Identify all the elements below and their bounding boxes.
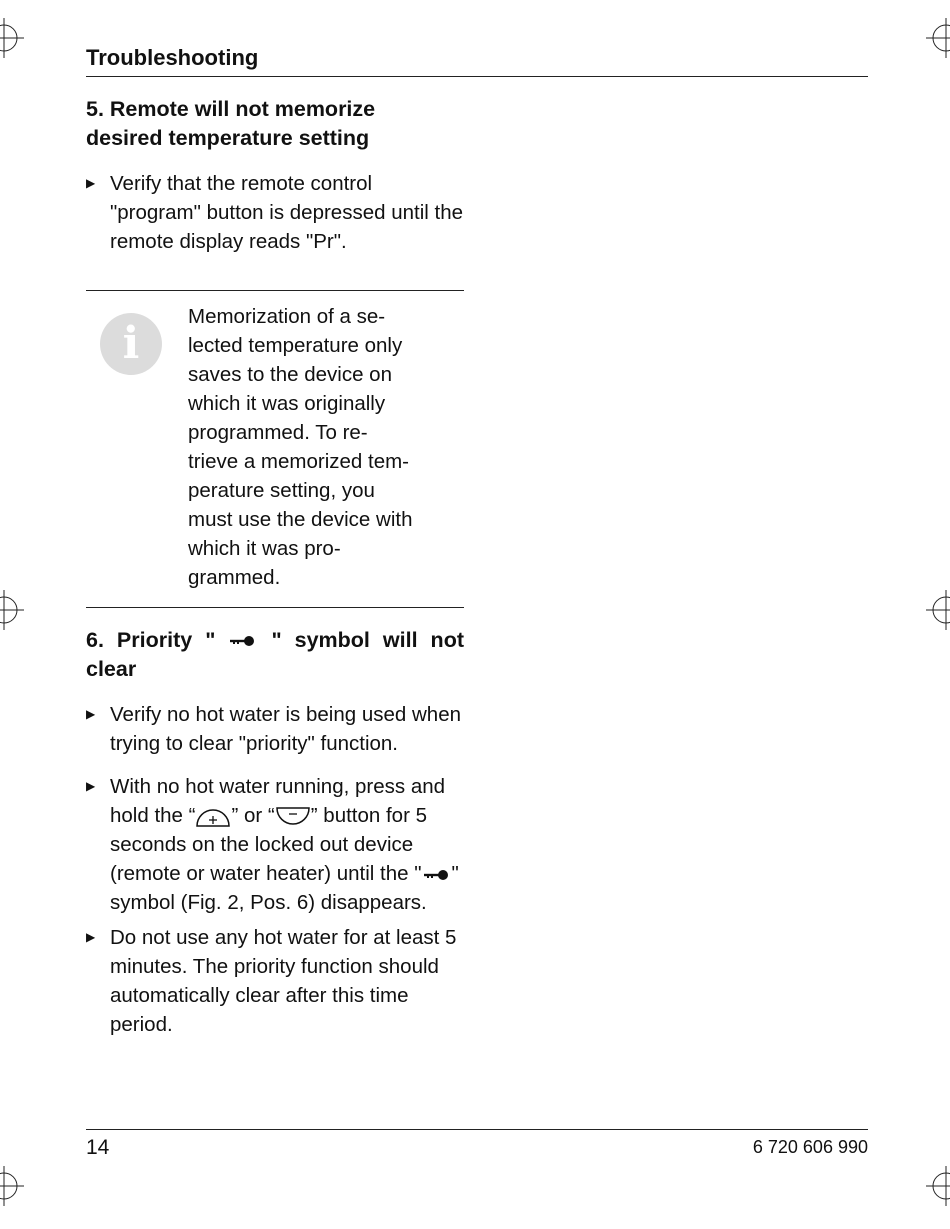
page-number: 14 — [86, 1136, 110, 1159]
key-icon — [228, 634, 258, 648]
page-title: Troubleshooting — [86, 45, 259, 70]
list-item-text-part: ” button for 5 seconds on the locked out device (remote or water heater) until the " — [110, 804, 427, 885]
registration-mark-mid-right — [926, 590, 950, 630]
page-header — [86, 44, 868, 77]
list-item-text: Verify no hot water is being used when trying to clear "priority" function. — [110, 703, 461, 755]
list-item-text — [110, 775, 459, 914]
bullet-arrow-icon: ▶ — [86, 176, 96, 190]
section-5 — [86, 95, 464, 256]
info-note — [86, 290, 464, 608]
key-icon — [422, 868, 452, 882]
minus-button-icon — [275, 806, 311, 828]
registration-mark-mid-left — [0, 590, 24, 630]
registration-mark-bottom-right — [926, 1166, 950, 1206]
list-item — [86, 923, 464, 1039]
list-item — [86, 700, 464, 758]
section-6-heading-end: " symbol will not clear — [86, 628, 464, 681]
bullet-arrow-icon: ▶ — [86, 779, 96, 793]
registration-mark-top-right — [926, 18, 950, 58]
section-6 — [86, 626, 464, 1039]
section-6-heading — [86, 626, 464, 684]
section-6-heading-start: 6. Priority " — [86, 628, 216, 652]
list-item-text-part: " symbol (Fig. 2, Pos. 6) disappears. — [110, 862, 459, 914]
list-item-text-part: With no hot water running, press and hold the “ — [110, 775, 446, 827]
list-item-text-part: ” or “ — [231, 804, 275, 827]
list-item — [86, 169, 464, 256]
document-number: 6 720 606 990 — [752, 1137, 868, 1157]
plus-button-icon — [195, 806, 231, 828]
list-item — [86, 772, 464, 917]
bullet-arrow-icon: ▶ — [86, 707, 96, 721]
list-item-text: Do not use any hot water for at least 5 minutes. The priority function should automatically clear after this time period. — [110, 926, 457, 1036]
info-icon: i — [100, 313, 162, 375]
page-footer — [86, 1129, 868, 1159]
info-note-text: Memorization of a se- lected temperature only saves to the device on which it was originally programmed. To re- trieve a memorized tem- perature setting, you must use the device with which it was pro- grammed. — [188, 305, 413, 589]
registration-mark-bottom-left — [0, 1166, 24, 1206]
section-5-heading: 5. Remote will not memorize desired temperature setting — [86, 97, 376, 150]
bullet-arrow-icon: ▶ — [86, 930, 96, 944]
list-item-text: Verify that the remote control "program" button is depressed until the remote display reads "Pr". — [110, 172, 464, 253]
registration-mark-top-left — [0, 18, 24, 58]
